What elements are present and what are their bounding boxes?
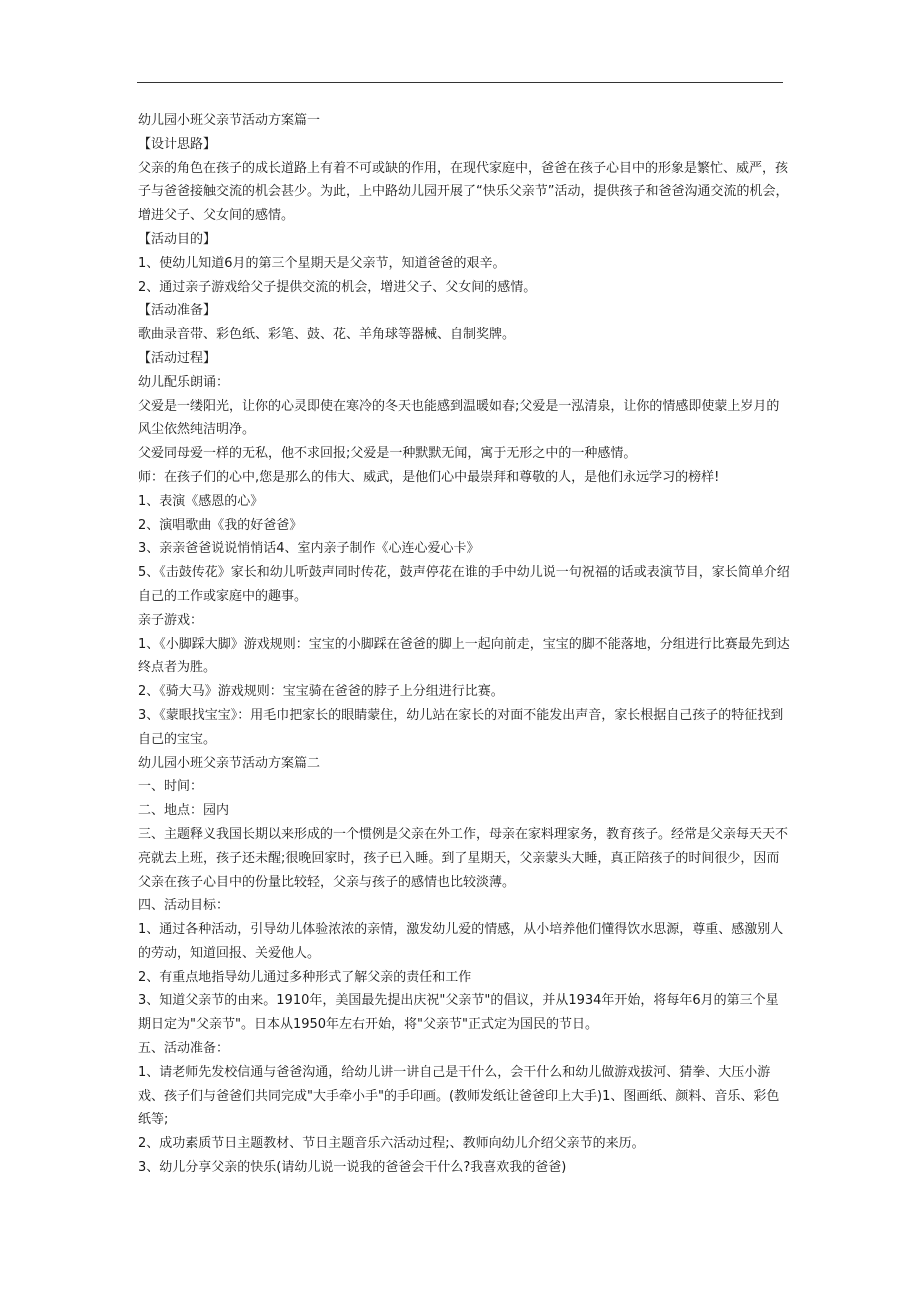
paragraph-theme: 三、主题释义我国长期以来形成的一个惯例是父亲在外工作，母亲在家料理家务，教育孩子。经常是父亲每天天不亮就去上班，孩子还未醒;很晚回家时，孩子已入睡。到了星期天，父亲蒙头大睡，真正陪孩子的时间很少，因而父亲在孩子心目中的份量比较轻，父亲与孩子的感情也比较淡薄。 xyxy=(138,826,789,890)
header-divider xyxy=(137,82,783,83)
list-item-process-3: 3、亲亲爸爸说说悄悄话4、室内亲子制作《心连心爱心卡》 xyxy=(138,541,480,557)
section-title-1: 幼儿园小班父亲节活动方案篇一 xyxy=(138,113,321,128)
heading-activity-preparation: 【活动准备】 xyxy=(138,303,217,319)
paragraph-recitation-intro: 幼儿配乐朗诵： xyxy=(138,374,230,390)
document-body xyxy=(138,109,790,1180)
paragraph-design-idea: 父亲的角色在孩子的成长道路上有着不可或缺的作用，在现代家庭中，爸爸在孩子心目中的形象是繁忙、威严，孩子与爸爸接触交流的机会甚少。为此，上中路幼儿园开展了“快乐父亲节”活动，提供孩子和爸爸沟通交流的机会，增进父子、父女间的感情。 xyxy=(138,160,789,224)
list-item-objective-3: 3、知道父亲节的由来。1910年，美国最先提出庆祝"父亲节"的倡议，并从1934年开始，将每年6月的第三个星期日定为"父亲节"。日本从1950年左右开始，将"父亲节"正式定为国民的节日。 xyxy=(138,993,779,1033)
list-item-process-5: 5、《击鼓传花》家长和幼儿听鼓声同时传花，鼓声停花在谁的手中幼儿说一句祝福的话或表演节目，家长简单介绍自己的工作或家庭中的趣事。 xyxy=(138,565,790,604)
heading-parent-child-games: 亲子游戏： xyxy=(138,612,204,628)
list-item-goal-1: 1、使幼儿知道6月的第三个星期天是父亲节，知道爸爸的艰辛。 xyxy=(138,255,506,271)
list-item-process-2: 2、演唱歌曲《我的好爸爸》 xyxy=(138,517,303,533)
heading-activity-process: 【活动过程】 xyxy=(138,350,217,366)
paragraph-teacher-speech: 师：在孩子们的心中,您是那么的伟大、威武，是他们心中最崇拜和尊敬的人，是他们永远学习的榜样! xyxy=(138,469,720,485)
list-item-prep-3: 3、幼儿分享父亲的快乐(请幼儿说一说我的爸爸会干什么?我喜欢我的爸爸) xyxy=(138,1160,567,1176)
list-item-game-3: 3、《蒙眼找宝宝》：用毛巾把家长的眼睛蒙住，幼儿站在家长的对面不能发出声音，家长根据自己孩子的特征找到自己的宝宝。 xyxy=(138,707,784,747)
list-item-game-2: 2、《骑大马》游戏规则：宝宝骑在爸爸的脖子上分组进行比赛。 xyxy=(138,684,504,700)
heading-activity-prep-2: 五、活动准备： xyxy=(138,1041,230,1057)
paragraph-recitation-1: 父爱是一缕阳光，让你的心灵即使在寒冷的冬天也能感到温暖如春;父爱是一泓清泉，让你的情感即使蒙上岁月的风尘依然纯洁明净。 xyxy=(138,398,780,438)
paragraph-materials: 歌曲录音带、彩色纸、彩笔、鼓、花、羊角球等器械、自制奖牌。 xyxy=(138,327,516,343)
list-item-goal-2: 2、通过亲子游戏给父子提供交流的机会，增进父子、父女间的感情。 xyxy=(138,279,537,295)
heading-activity-objectives: 四、活动目标： xyxy=(138,898,230,914)
list-item-game-1: 1、《小脚踩大脚》游戏规则：宝宝的小脚踩在爸爸的脚上一起向前走，宝宝的脚不能落地，分组进行比赛最先到达终点者为胜。 xyxy=(138,636,790,676)
list-item-objective-1: 1、通过各种活动，引导幼儿体验浓浓的亲情，激发幼儿爱的情感，从小培养他们懂得饮水思源，尊重、感激别人的劳动，知道回报、关爱他人。 xyxy=(138,922,784,961)
item-time: 一、时间： xyxy=(138,779,204,795)
paragraph-recitation-2: 父爱同母爱一样的无私，他不求回报;父爱是一种默默无闻，寓于无形之中的一种感情。 xyxy=(138,446,637,462)
section-title-2: 幼儿园小班父亲节活动方案篇二 xyxy=(138,755,321,771)
heading-activity-goal: 【活动目的】 xyxy=(138,231,217,247)
list-item-prep-2: 2、成功素质节日主题教材、节日主题音乐六活动过程;、教师向幼儿介绍父亲节的来历。 xyxy=(138,1136,645,1152)
item-location: 二、地点：园内 xyxy=(138,803,230,819)
list-item-objective-2: 2、有重点地指导幼儿通过多种形式了解父亲的责任和工作 xyxy=(138,969,472,985)
list-item-prep-1: 1、请老师先发校信通与爸爸沟通，给幼儿讲一讲自己是干什么，会干什么和幼儿做游戏拔河、猜拳、大压小游戏、孩子们与爸爸们共同完成"大手牵小手"的手印画。(教师发纸让爸爸印上大手)1、图画纸、颜料、音乐、彩色纸等; xyxy=(138,1064,780,1128)
heading-design-idea: 【设计思路】 xyxy=(138,136,217,152)
list-item-process-1: 1、表演《感恩的心》 xyxy=(138,493,264,509)
